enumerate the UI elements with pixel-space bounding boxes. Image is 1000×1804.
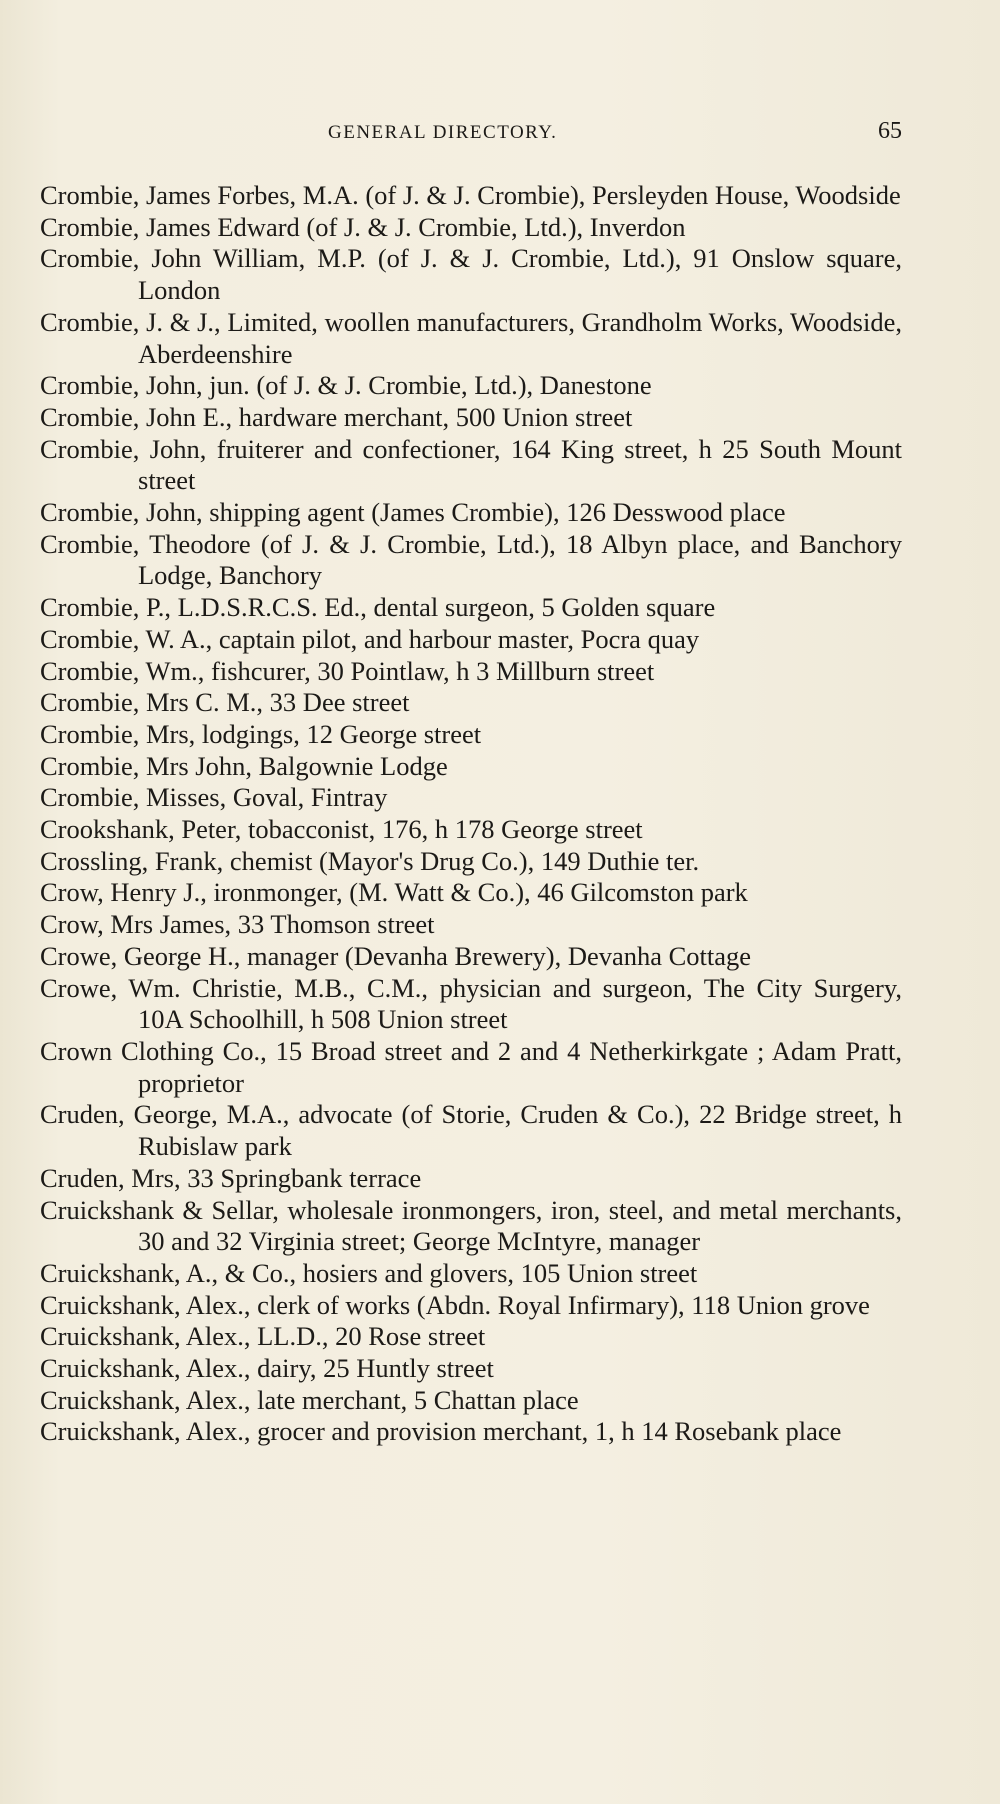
directory-entry: Crombie, John William, M.P. (of J. & J. Crombie, Ltd.), 91 Onslow square, London <box>40 243 902 306</box>
directory-entry: Cruickshank & Sellar, wholesale ironmongers, iron, steel, and metal merchants, 30 and 32 Virginia street; George McIntyre, manager <box>40 1194 902 1257</box>
page-header <box>40 118 902 148</box>
directory-entries <box>40 180 902 1448</box>
directory-entry: Crombie, P., L.D.S.R.C.S. Ed., dental surgeon, 5 Golden square <box>40 592 716 623</box>
directory-entry: Crombie, Wm., fishcurer, 30 Pointlaw, h 3 Millburn street <box>40 655 655 686</box>
directory-entry: Crow, Henry J., ironmonger, (M. Watt & Co.), 46 Gilcomston park <box>40 877 748 908</box>
directory-entry: Crombie, Theodore (of J. & J. Crombie, Ltd.), 18 Albyn place, and Banchory Lodge, Banchory <box>40 528 902 591</box>
directory-entry: Crossling, Frank, chemist (Mayor's Drug Co.), 149 Duthie ter. <box>40 845 700 876</box>
directory-entry: Crombie, Mrs, lodgings, 12 George street <box>40 718 482 749</box>
directory-entry: Crombie, John, shipping agent (James Crombie), 126 Desswood place <box>40 497 786 528</box>
directory-entry: Cruden, George, M.A., advocate (of Storie, Cruden & Co.), 22 Bridge street, h Rubislaw park <box>40 1099 902 1162</box>
directory-entry: Crookshank, Peter, tobacconist, 176, h 178 George street <box>40 814 643 845</box>
directory-entry: Crombie, Mrs C. M., 33 Dee street <box>40 687 410 718</box>
directory-entry: Crowe, Wm. Christie, M.B., C.M., physician and surgeon, The City Surgery, 10A Schoolhill, h 508 Union street <box>40 972 902 1035</box>
running-title: GENERAL DIRECTORY. <box>328 122 558 143</box>
directory-entry: Cruickshank, Alex., clerk of works (Abdn. Royal Infirmary), 118 Union grove <box>40 1289 870 1320</box>
directory-entry: Crombie, John E., hardware merchant, 500 Union street <box>40 401 633 432</box>
directory-entry: Crombie, J. & J., Limited, woollen manufacturers, Grandholm Works, Woodside, Aberdeenshire <box>40 306 902 369</box>
directory-entry: Cruickshank, A., & Co., hosiers and glovers, 105 Union street <box>40 1257 698 1288</box>
page-number: 65 <box>878 118 902 144</box>
directory-entry: Crombie, James Forbes, M.A. (of J. & J. Crombie), Persleyden House, Woodside <box>40 180 901 210</box>
directory-entry: Crown Clothing Co., 15 Broad street and 2 and 4 Netherkirkgate ; Adam Pratt, proprietor <box>40 1035 902 1098</box>
directory-entry: Crow, Mrs James, 33 Thomson street <box>40 909 435 940</box>
directory-entry: Crombie, Mrs John, Balgownie Lodge <box>40 750 448 781</box>
directory-entry: Cruickshank, Alex., grocer and provision merchant, 1, h 14 Rosebank place <box>40 1416 842 1447</box>
directory-entry: Crombie, John, fruiterer and confectioner, 164 King street, h 25 South Mount street <box>40 433 902 496</box>
directory-entry: Crombie, John, jun. (of J. & J. Crombie, Ltd.), Danestone <box>40 370 652 401</box>
directory-entry: Cruickshank, Alex., late merchant, 5 Chattan place <box>40 1384 579 1415</box>
directory-entry: Cruden, Mrs, 33 Springbank terrace <box>40 1162 422 1193</box>
directory-entry: Crombie, Misses, Goval, Fintray <box>40 782 388 813</box>
directory-entry: Cruickshank, Alex., dairy, 25 Huntly street <box>40 1353 494 1384</box>
directory-entry: Crombie, W. A., captain pilot, and harbour master, Pocra quay <box>40 623 700 654</box>
directory-entry: Crombie, James Edward (of J. & J. Crombie, Ltd.), Inverdon <box>40 211 686 242</box>
directory-entry: Cruickshank, Alex., LL.D., 20 Rose street <box>40 1321 486 1352</box>
directory-entry: Crowe, George H., manager (Devanha Brewery), Devanha Cottage <box>40 940 752 971</box>
